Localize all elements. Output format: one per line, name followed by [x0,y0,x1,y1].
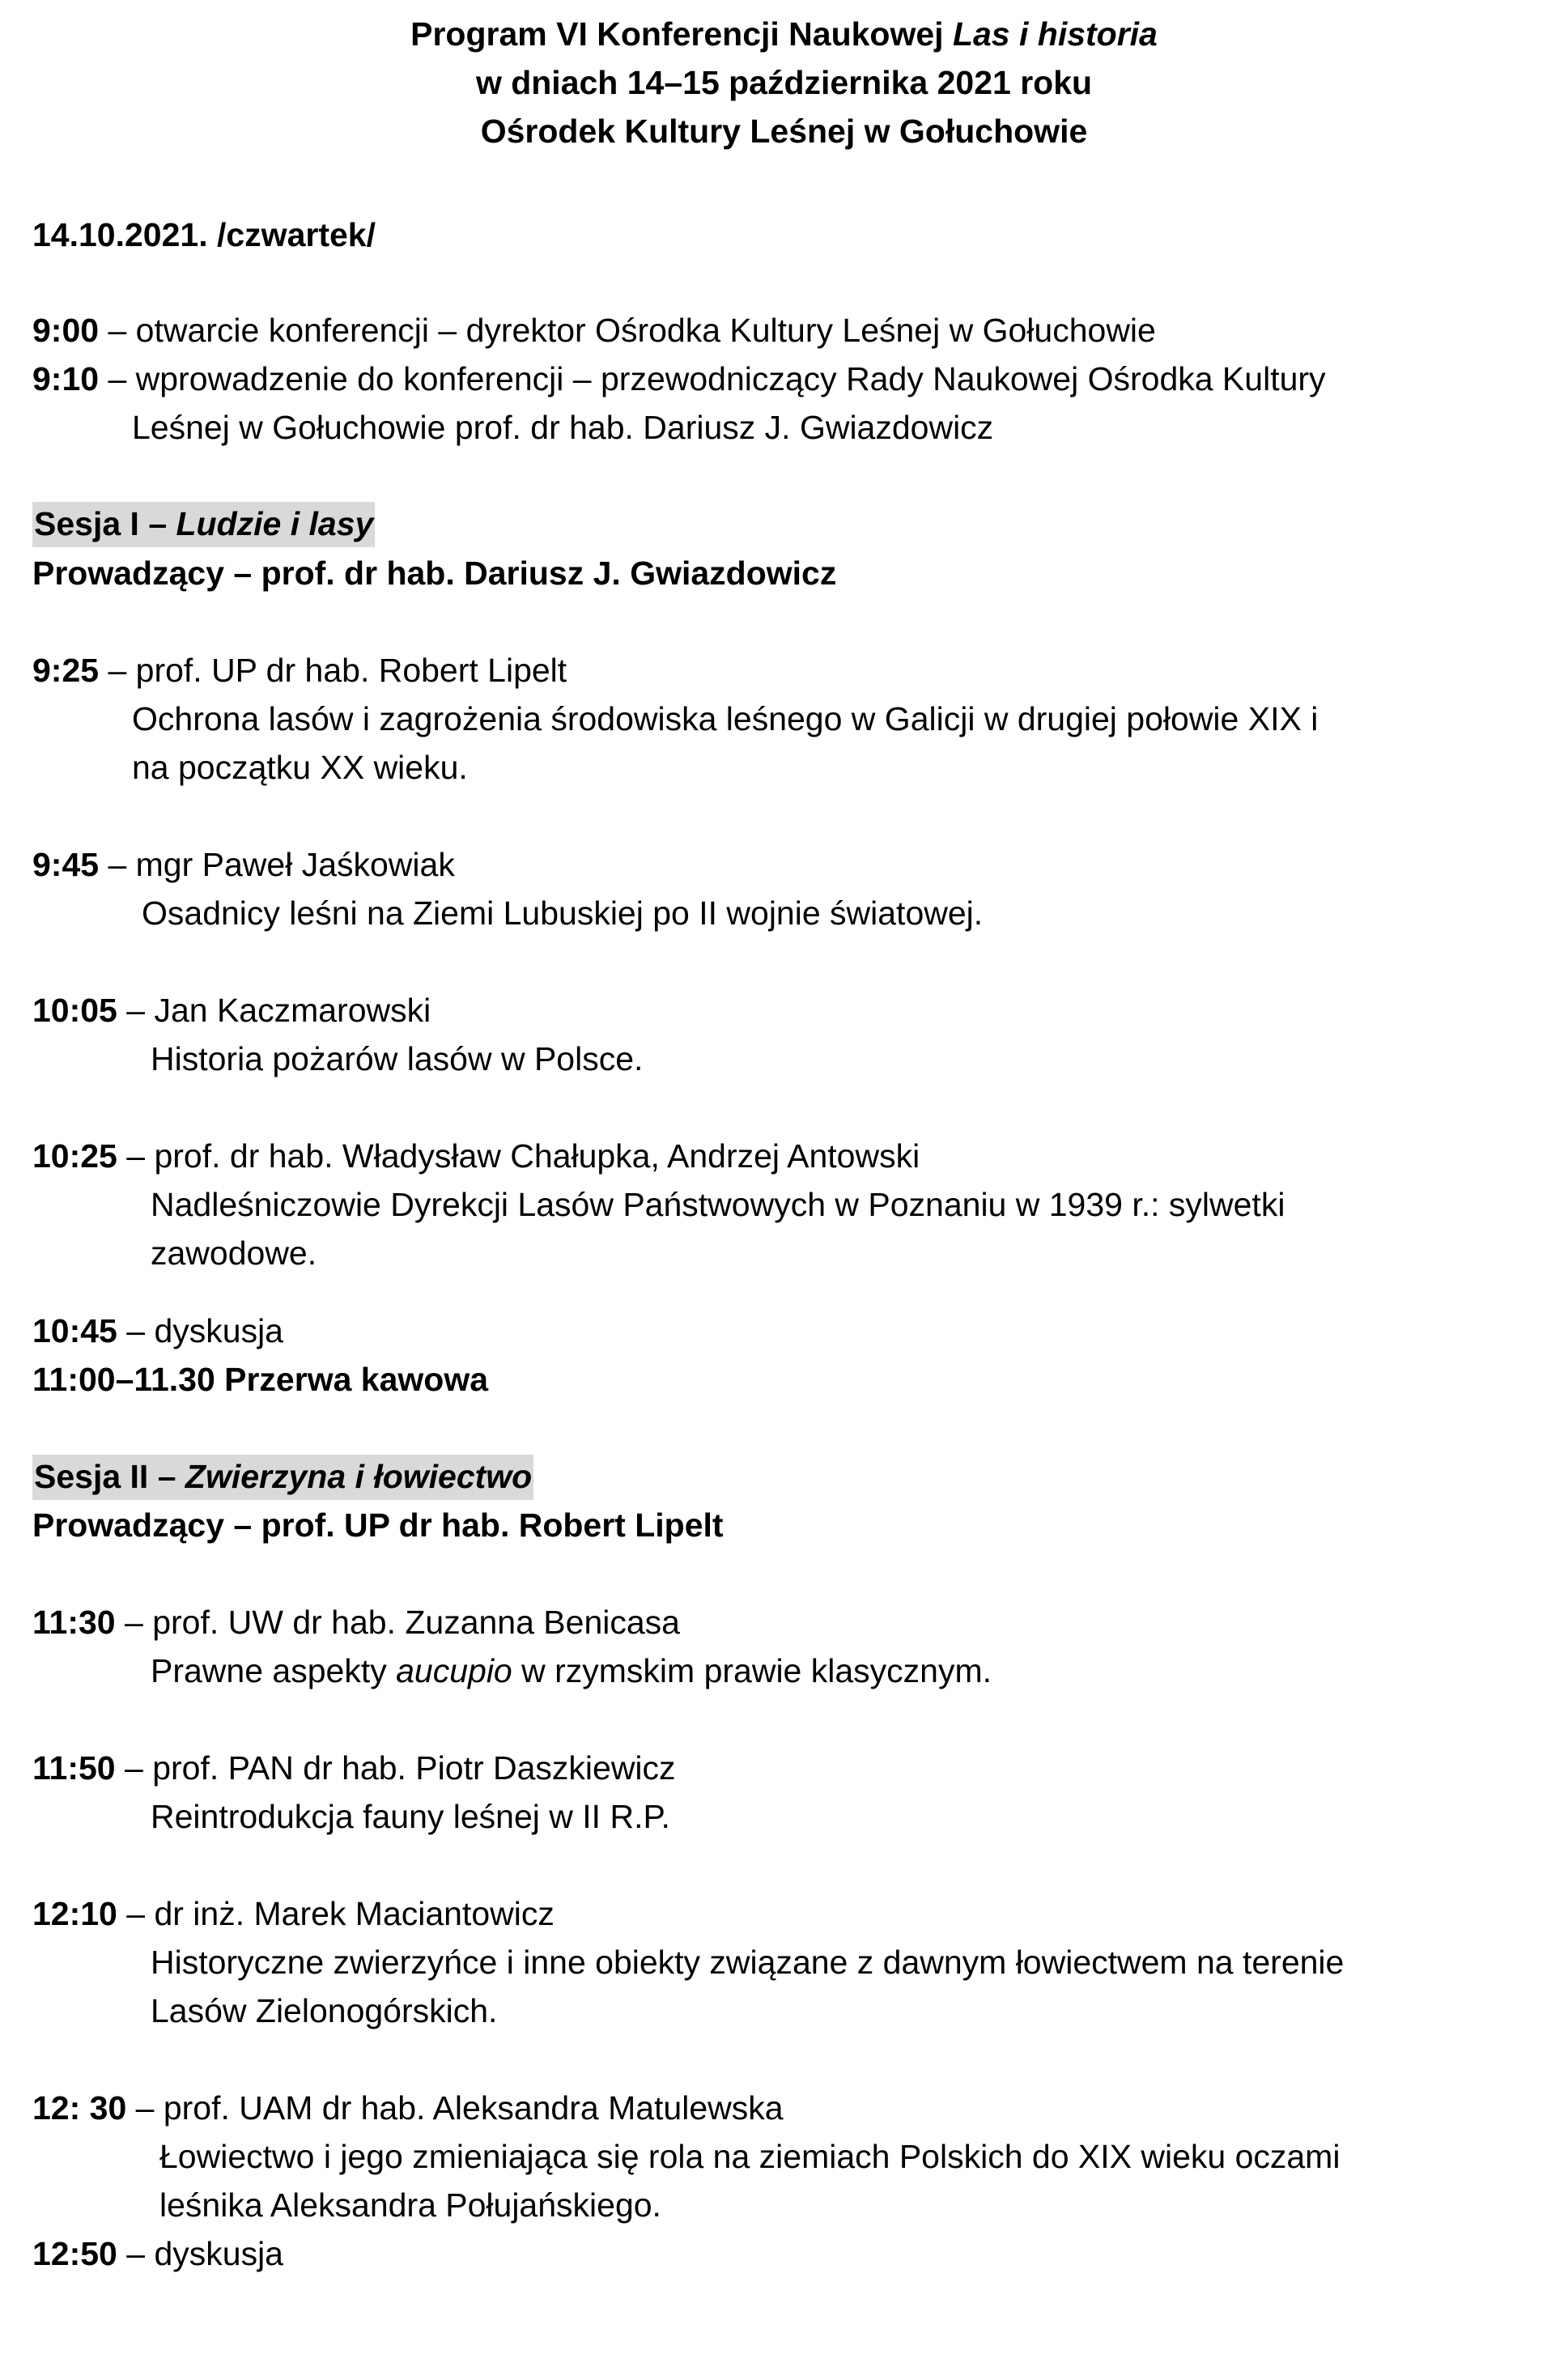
discussion-line [32,1312,283,1349]
session-label-italic: Ludzie i lasy [176,505,374,542]
header-line-2: w dniach 14–15 października 2021 roku [475,64,1093,101]
talk-time: 11:50 [32,1749,116,1787]
talk-speaker-line [32,1137,920,1175]
session-label-prefix: Sesja I – [34,505,176,542]
talk-speaker: – prof. PAN dr hab. Piotr Daszkiewicz [115,1749,676,1787]
discussion-time: 12:50 [32,2235,117,2272]
talk-title [151,1652,992,1689]
talk-title: Nadleśniczowie Dyrekcji Lasów Państwowych w Poznaniu w 1939 r.: sylwetki [151,1186,1285,1223]
talk-title-italic: aucupio [396,1652,512,1689]
talk-title-post: w rzymskim prawie klasycznym. [512,1652,992,1689]
session-2-label [32,1460,533,1494]
talk-time: 11:30 [32,1604,116,1641]
session-2-highlight [32,1455,533,1500]
talk-time: 9:45 [32,846,100,883]
discussion-time: 10:45 [32,1312,117,1349]
talk-speaker: – prof. UW dr hab. Zuzanna Benicasa [115,1604,680,1641]
day-date: 14.10.2021. /czwartek/ [32,216,376,253]
talk-speaker: – prof. UAM dr hab. Aleksandra Matulewska [126,2089,784,2127]
talk-title: Historia pożarów lasów w Polsce. [151,1040,644,1077]
talk-speaker-line [32,2089,784,2127]
talk-speaker: – prof. dr hab. Władysław Chałupka, Andrzej Antowski [117,1137,920,1175]
agenda-item [32,314,1156,347]
talk-speaker-line [32,848,455,882]
talk-speaker: – prof. UP dr hab. Robert Lipelt [99,652,567,689]
agenda-time: 9:00 [32,312,100,349]
session-1-highlight [32,502,375,547]
talk-speaker-line [32,654,567,687]
talk-speaker: – mgr Paweł Jaśkowiak [99,846,455,883]
header-line-1 [0,15,1568,53]
discussion-text: – dyskusja [117,1312,283,1349]
header-line-3: Ośrodek Kultury Leśnej w Gołuchowie [480,113,1088,150]
talk-time: 10:05 [32,992,117,1029]
session-1-chair: Prowadzący – prof. dr hab. Dariusz J. Gwiazdowicz [32,555,837,592]
talk-time: 12:10 [32,1895,117,1932]
talk-speaker-line [32,994,431,1027]
session-1-label [32,505,375,542]
session-label-italic: Zwierzyna i łowiectwo [185,1458,533,1495]
talk-title: Reintrodukcja fauny leśnej w II R.P. [151,1798,670,1835]
agenda-time: 9:10 [32,360,100,397]
header-title-prefix: Program VI Konferencji Naukowej [410,15,953,53]
talk-title-pre: Prawne aspekty [151,1652,397,1689]
talk-time: 10:25 [32,1137,117,1175]
agenda-text: – wprowadzenie do konferencji – przewodniczący Rady Naukowej Ośrodka Kultury [99,360,1326,397]
agenda-text-continuation: Leśnej w Gołuchowie prof. dr hab. Dariusz J. Gwiazdowicz [132,409,994,446]
talk-speaker: – dr inż. Marek Maciantowicz [117,1895,555,1932]
discussion-line [32,2237,283,2271]
talk-speaker-line [32,1606,680,1639]
discussion-text: – dyskusja [117,2235,283,2272]
session-label-prefix: Sesja II – [34,1458,185,1495]
talk-speaker: – Jan Kaczmarowski [117,992,431,1029]
talk-title: Osadnicy leśni na Ziemi Lubuskiej po II wojnie światowej. [142,894,984,932]
agenda-text: – otwarcie konferencji – dyrektor Ośrodka Kultury Leśnej w Gołuchowie [99,312,1156,349]
talk-time: 12: 30 [32,2089,127,2127]
talk-speaker-line [32,1749,676,1787]
talk-title: Historyczne zwierzyńce i inne obiekty związane z dawnym łowiectwem na terenie [151,1944,1345,1981]
talk-title: Łowiectwo i jego zmieniająca się rola na ziemiach Polskich do XIX wieku oczami [159,2138,1341,2175]
agenda-item [32,360,1326,397]
talk-time: 9:25 [32,652,100,689]
talk-title: na początku XX wieku. [132,749,468,786]
coffee-break: 11:00–11.30 Przerwa kawowa [32,1361,489,1398]
session-2-chair: Prowadzący – prof. UP dr hab. Robert Lipelt [32,1506,724,1544]
talk-title: Lasów Zielonogórskich. [151,1992,498,2029]
talk-speaker-line [32,1897,555,1931]
talk-title: zawodowe. [151,1234,317,1272]
header-title-italic: Las i historia [952,15,1158,53]
talk-title: leśnika Aleksandra Połujańskiego. [159,2186,661,2224]
talk-title: Ochrona lasów i zagrożenia środowiska leśnego w Galicji w drugiej połowie XIX i [132,700,1319,737]
